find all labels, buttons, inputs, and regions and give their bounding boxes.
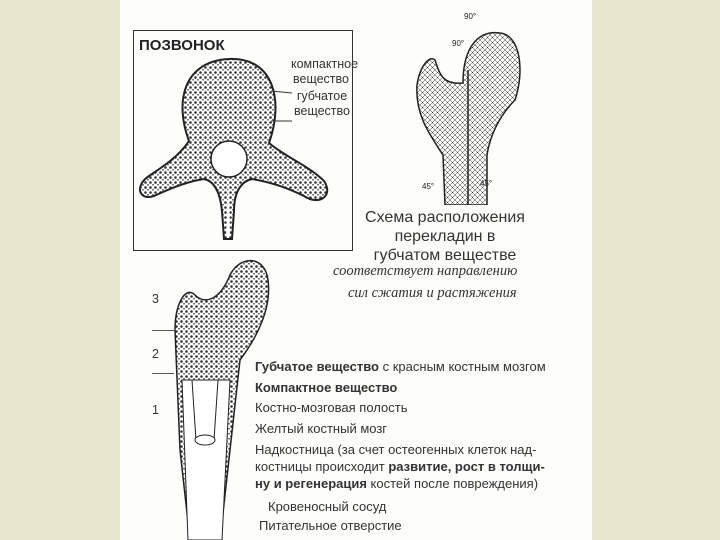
label-text: костницы происходит <box>255 459 389 474</box>
caption-line: Схема расположения <box>365 209 525 226</box>
zone-1: 1 <box>152 403 159 417</box>
label-spongy-marrow <box>255 357 546 378</box>
angle-label: 90° <box>452 39 465 48</box>
note-line: сил сжатия и растяжения <box>348 285 517 301</box>
vertebra-figure <box>133 30 359 251</box>
label-cavity: Костно-мозговая полость <box>255 400 408 415</box>
label-text: с красным костным мозгом <box>379 359 546 374</box>
label-vessel: Кровеносный сосуд <box>268 499 387 514</box>
bone-labels <box>255 357 546 492</box>
label-bold: Губчатое вещество <box>255 359 380 374</box>
zone-3: 3 <box>152 292 159 306</box>
label-periosteum <box>255 441 546 492</box>
label-bold: ну и регенерация <box>255 476 367 491</box>
angle-label: 90° <box>464 12 477 21</box>
note-line: соответствует направлению <box>333 263 518 279</box>
label-bold: развитие, рост в толщи- <box>388 459 545 474</box>
label-yellow-marrow: Желтый костный мозг <box>255 420 388 436</box>
angle-label: 45° <box>422 182 435 191</box>
caption-line: перекладин в <box>394 228 496 245</box>
label-compact-bone: Компактное вещество <box>255 379 398 395</box>
slide-panel <box>120 0 592 540</box>
zone-2: 2 <box>152 347 159 361</box>
label-text: Надкостница (за счет остеогенных клеток над- <box>255 442 537 457</box>
angle-label: 45° <box>480 179 493 188</box>
label-foramen: Питательное отверстие <box>259 518 402 533</box>
vertebra-title: ПОЗВОНОК <box>139 37 225 54</box>
trabeculae-drawing <box>405 5 545 205</box>
label-compact: компактное вещество <box>291 57 359 86</box>
long-bone-drawing <box>150 250 270 540</box>
caption-line: губчатом веществе <box>373 247 517 264</box>
label-spongy: губчатое вещество <box>294 89 350 118</box>
label-text: костей после повреждения) <box>366 476 539 491</box>
trabeculae-caption <box>345 208 545 265</box>
